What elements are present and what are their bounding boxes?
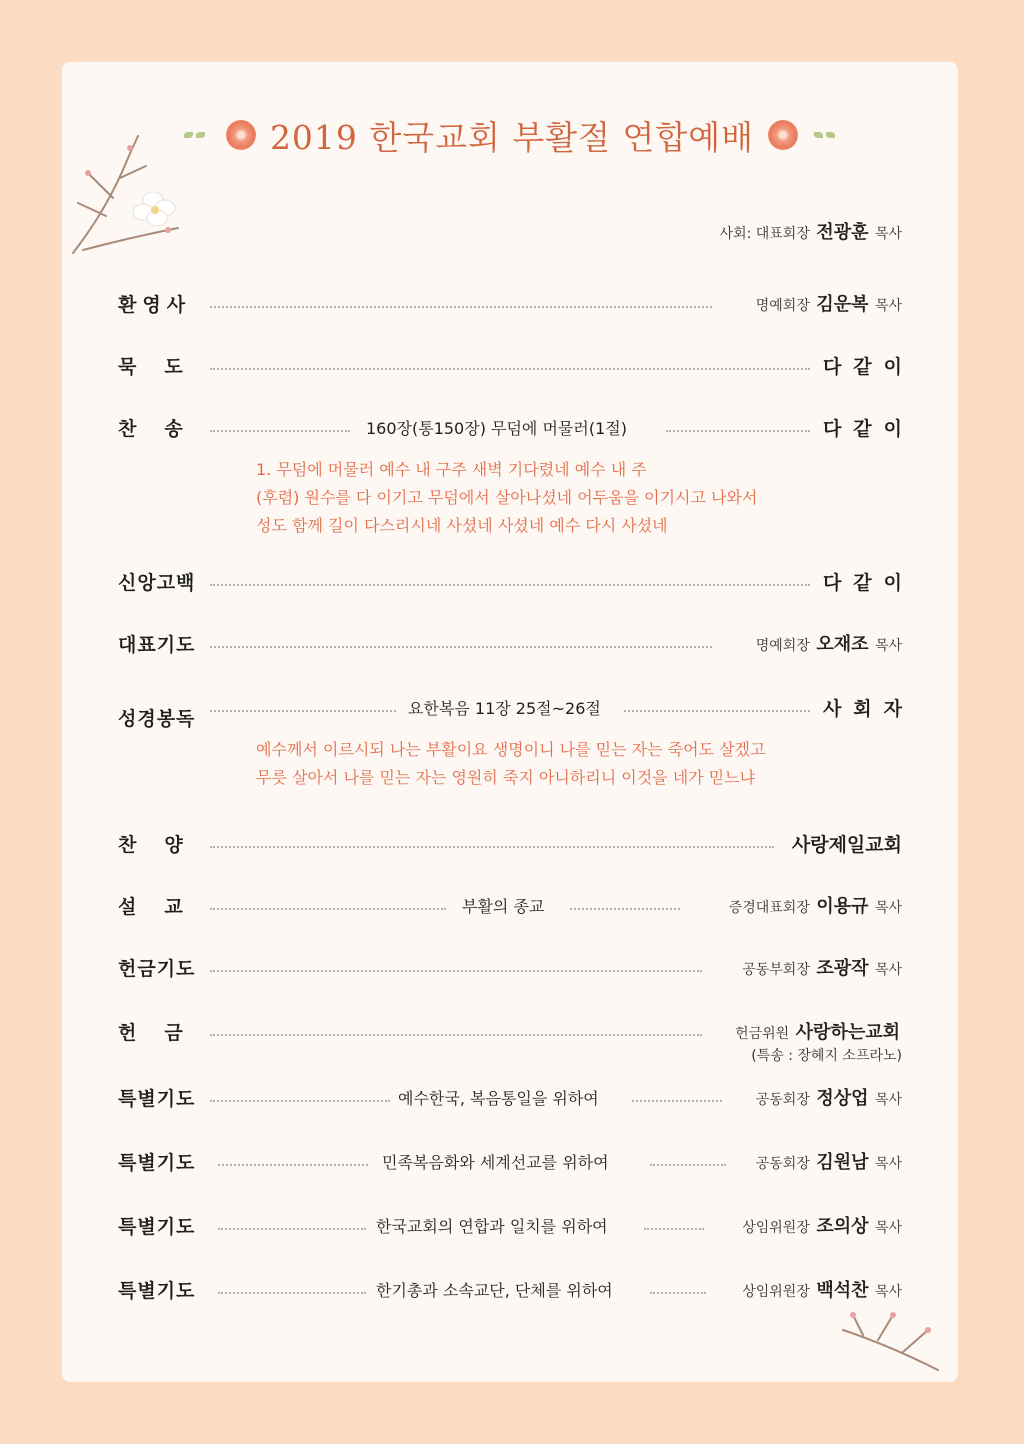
prayer-topic: 민족복음화와 세계선교를 위하여	[382, 1153, 609, 1172]
dot-leader	[218, 1228, 366, 1230]
row-label: 찬송	[118, 418, 211, 440]
row-special-prayer	[118, 1084, 902, 1112]
all-together: 다같이	[822, 356, 914, 378]
dot-leader	[210, 368, 810, 370]
row-label: 설교	[118, 896, 211, 918]
person: 헌금위원 사랑하는교회	[735, 1022, 900, 1043]
person: 공동부회장 조광작 목사	[742, 958, 902, 979]
row-welcome	[118, 290, 902, 318]
row-label: 성경봉독	[118, 708, 196, 730]
blossom-branch-bottom-right	[838, 1300, 948, 1380]
row-label: 헌금	[118, 1022, 211, 1044]
row-praise	[118, 830, 902, 858]
row-label: 특별기도	[118, 1088, 196, 1110]
church-name: 사랑제일교회	[791, 834, 902, 856]
scripture-text: 예수께서 이르시되 나는 부활이요 생명이니 나를 믿는 자는 죽어도 살겠고 무릇 살아서 나를 믿는 자는 영원히 죽지 아니하리니 이것을 네가 믿느냐	[256, 740, 766, 787]
row-representative-prayer	[118, 630, 902, 658]
leaf-icon	[812, 129, 842, 141]
dot-leader	[218, 1164, 368, 1166]
row-special-prayer	[118, 1212, 902, 1240]
dot-leader	[210, 1100, 390, 1102]
dot-leader	[210, 1034, 702, 1036]
row-label: 신앙고백	[118, 572, 196, 594]
row-offering-prayer	[118, 954, 902, 982]
row-label: 묵도	[118, 356, 211, 378]
person: 공동회장 김원남 목사	[755, 1152, 902, 1173]
dot-leader	[650, 1164, 726, 1166]
person: 명예회장 김운복 목사	[755, 294, 902, 315]
row-label: 헌금기도	[118, 958, 196, 980]
host-line: 사회: 대표회장 전광훈 목사	[719, 222, 902, 243]
dot-leader	[624, 710, 810, 712]
person: 공동회장 정상업 목사	[755, 1088, 902, 1109]
person: 명예회장 오재조 목사	[755, 634, 902, 655]
sermon-title: 부활의 종교	[462, 897, 545, 916]
dot-leader	[632, 1100, 722, 1102]
person: 상임위원장 조의상 목사	[742, 1216, 902, 1237]
dot-leader	[210, 710, 396, 712]
row-special-prayer	[118, 1276, 902, 1304]
person: 증경대표회장 이용규 목사	[728, 896, 902, 917]
page-title	[0, 110, 1024, 159]
dot-leader	[210, 646, 712, 648]
dot-leader	[210, 908, 446, 910]
dot-leader	[210, 430, 350, 432]
all-together: 다같이	[822, 418, 914, 440]
dot-leader	[666, 430, 810, 432]
offering-note: (특송 : 장혜지 소프라노)	[751, 1048, 902, 1064]
prayer-topic: 예수한국, 복음통일을 위하여	[398, 1089, 599, 1108]
dot-leader	[210, 846, 774, 848]
person: 상임위원장 백석찬 목사	[742, 1280, 902, 1301]
rose-icon	[768, 120, 798, 150]
prayer-topic: 한국교회의 연합과 일치를 위하여	[376, 1217, 608, 1236]
dot-leader	[218, 1292, 366, 1294]
hymn-lyrics: 1. 무덤에 머물러 예수 내 구주 새벽 기다렸네 예수 내 주 (후렴) 원수를 다 이기고 무덤에서 살아나셨네 어두움을 이기시고 나와서 성도 함께 길이 다스리시네 사셨네 사셨네 예수 다시 사셨네	[256, 460, 758, 535]
row-offering	[118, 1018, 902, 1046]
row-label: 특별기도	[118, 1280, 196, 1302]
row-confession	[118, 568, 914, 596]
all-together: 다같이	[822, 572, 914, 594]
dot-leader	[210, 584, 810, 586]
dot-leader	[210, 970, 702, 972]
row-sermon	[118, 892, 902, 920]
row-silent-prayer	[118, 352, 914, 380]
presider: 사회자	[822, 698, 914, 720]
dot-leader	[650, 1292, 706, 1294]
row-special-prayer	[118, 1148, 902, 1176]
row-label: 찬양	[118, 834, 211, 856]
dot-leader	[644, 1228, 704, 1230]
row-scripture	[118, 694, 914, 730]
leaf-icon	[182, 129, 212, 141]
title-text: 2019 한국교회 부활절 연합예배	[269, 117, 755, 157]
scripture-reference: 요한복음 11장 25절~26절	[408, 699, 601, 718]
dot-leader	[570, 908, 680, 910]
row-label: 특별기도	[118, 1216, 196, 1238]
prayer-topic: 한기총과 소속교단, 단체를 위하여	[376, 1281, 613, 1300]
row-label: 특별기도	[118, 1152, 196, 1174]
rose-icon	[226, 120, 256, 150]
hymn-title: 160장(통150장) 무덤에 머물러(1절)	[366, 419, 627, 438]
row-hymn	[118, 414, 914, 442]
row-label: 대표기도	[118, 634, 196, 656]
dot-leader	[210, 306, 712, 308]
row-label: 환영사	[118, 294, 192, 316]
